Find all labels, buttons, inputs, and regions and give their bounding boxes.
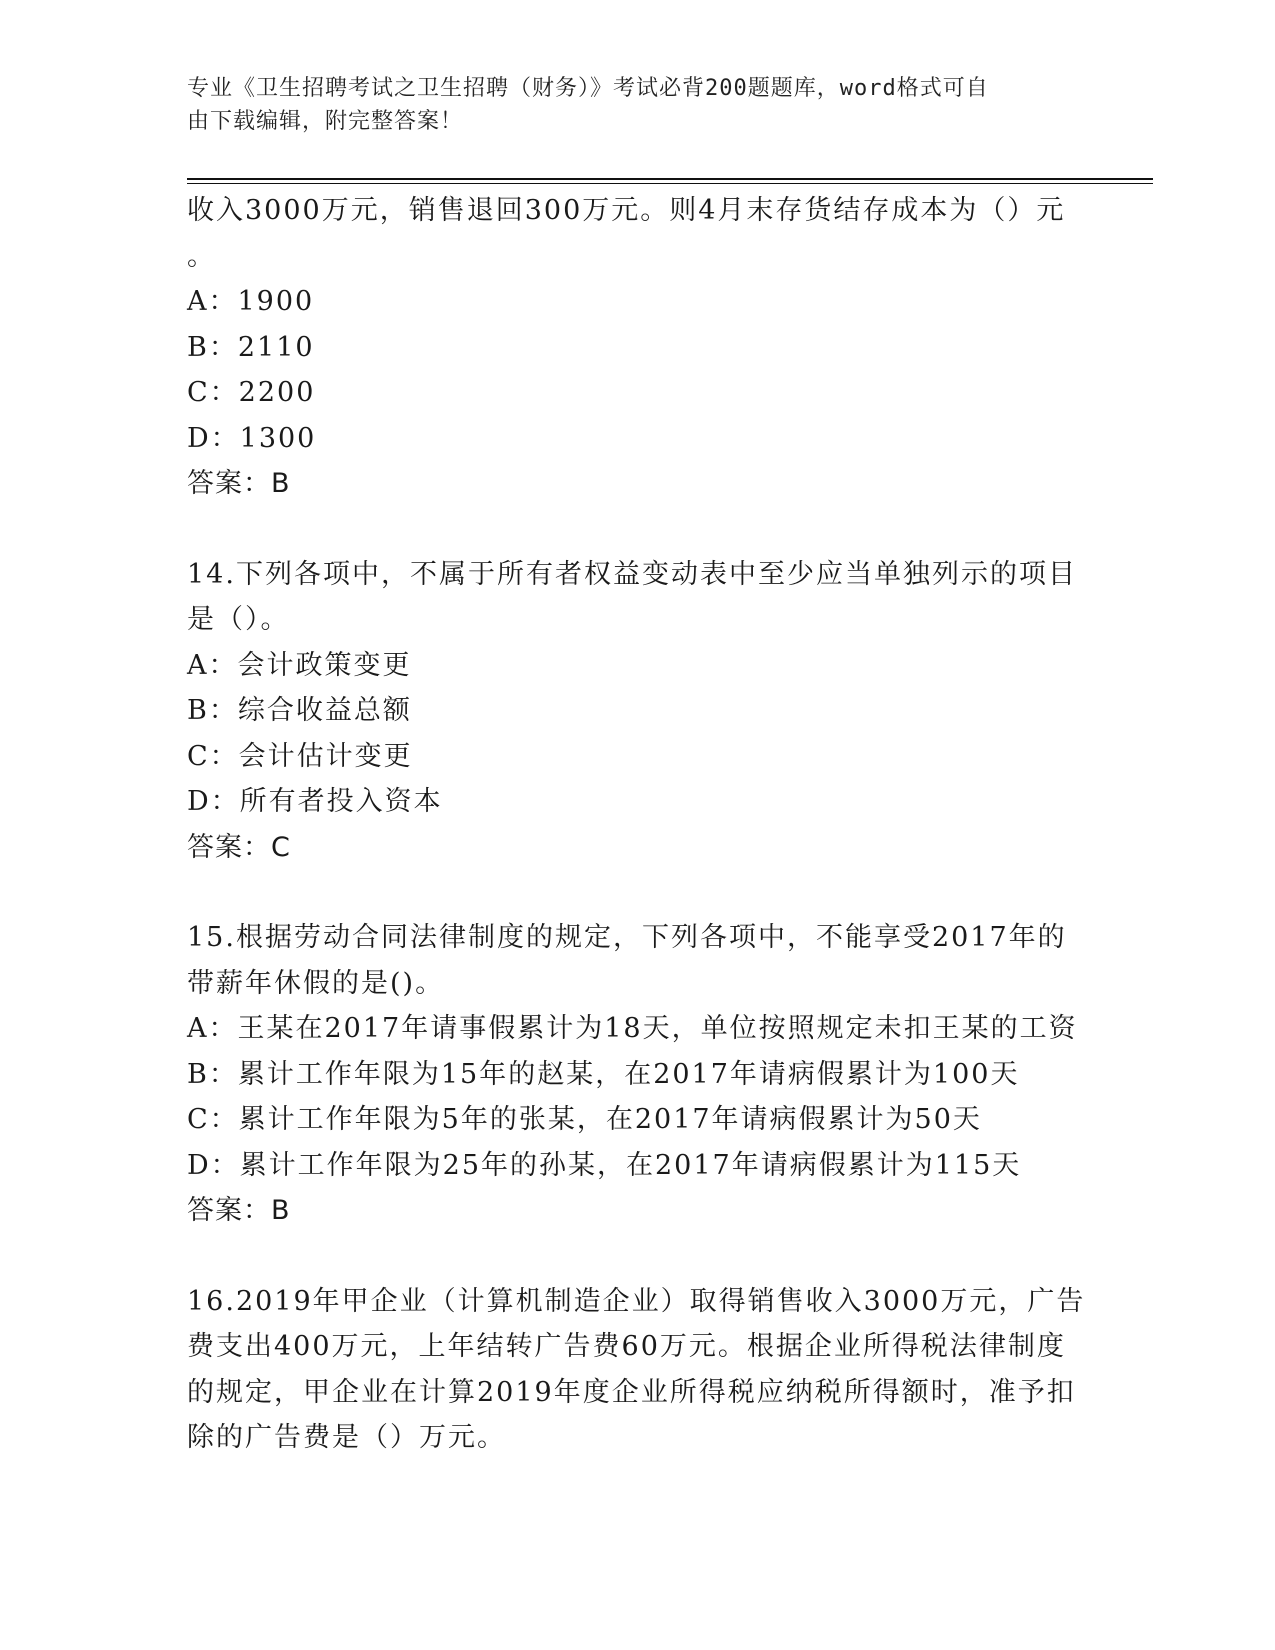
option-d: D：所有者投入资本 [187, 786, 443, 817]
option-a: A：会计政策变更 [187, 649, 412, 681]
spacer [187, 1234, 1087, 1279]
question-14 [187, 552, 1087, 871]
option-b: B：2110 [187, 331, 315, 363]
option-d: D：累计工作年限为25年的孙某，在2017年请病假累计为115天 [187, 1149, 1022, 1181]
answer-line: 答案：C [187, 831, 291, 863]
question-stem-line: 16.2019年甲企业（计算机制造企业）取得销售收入3000万元，广告 [187, 1285, 1086, 1317]
question-stem-line: 的规定，甲企业在计算2019年度企业所得税应纳税所得额时，准予扣 [187, 1376, 1076, 1408]
question-stem-line: 是（）。 [187, 604, 290, 635]
option-c: C：累计工作年限为5年的张某，在2017年请病假累计为50天 [187, 1104, 982, 1135]
question-stem-line: 14.下列各项中，不属于所有者权益变动表中至少应当单独列示的项目 [187, 558, 1077, 590]
answer-line: 答案：B [187, 1195, 291, 1226]
option-b: B：累计工作年限为15年的赵某，在2017年请病假累计为100天 [187, 1058, 1020, 1090]
option-c: C：2200 [187, 377, 316, 408]
option-c: C：会计估计变更 [187, 740, 413, 772]
question-stem-line: 15.根据劳动合同法律制度的规定，下列各项中，不能享受2017年的 [187, 922, 1067, 953]
header-rule-thin [187, 183, 1153, 184]
option-d: D：1300 [187, 422, 317, 454]
header-line-1: 专业《卫生招聘考试之卫生招聘（财务）》考试必背200题题库，word格式可自 [187, 76, 989, 101]
question-content [187, 188, 1087, 1461]
option-b: B：综合收益总额 [187, 695, 412, 726]
option-a: A：1900 [187, 286, 315, 317]
question-13 [187, 188, 1087, 507]
page-header [187, 72, 1067, 138]
answer-line: 答案：B [187, 468, 291, 499]
spacer [187, 870, 1087, 915]
header-line-2: 由下载编辑，附完整答案！ [187, 109, 464, 134]
question-stem-line: 。 [187, 240, 216, 272]
question-15 [187, 915, 1087, 1234]
question-stem-line: 带薪年休假的是()。 [187, 967, 445, 999]
question-16 [187, 1279, 1087, 1461]
question-stem-line: 除的广告费是（）万元。 [187, 1422, 506, 1453]
question-stem-line: 费支出400万元，上年结转广告费60万元。根据企业所得税法律制度 [187, 1331, 1066, 1362]
option-a: A：王某在2017年请事假累计为18天，单位按照规定未扣王某的工资 [187, 1013, 1078, 1044]
spacer [187, 507, 1087, 552]
question-stem-line: 收入3000万元，销售退回300万元。则4月末存货结存成本为（）元 [187, 195, 1066, 226]
header-rule-thick [187, 178, 1153, 180]
